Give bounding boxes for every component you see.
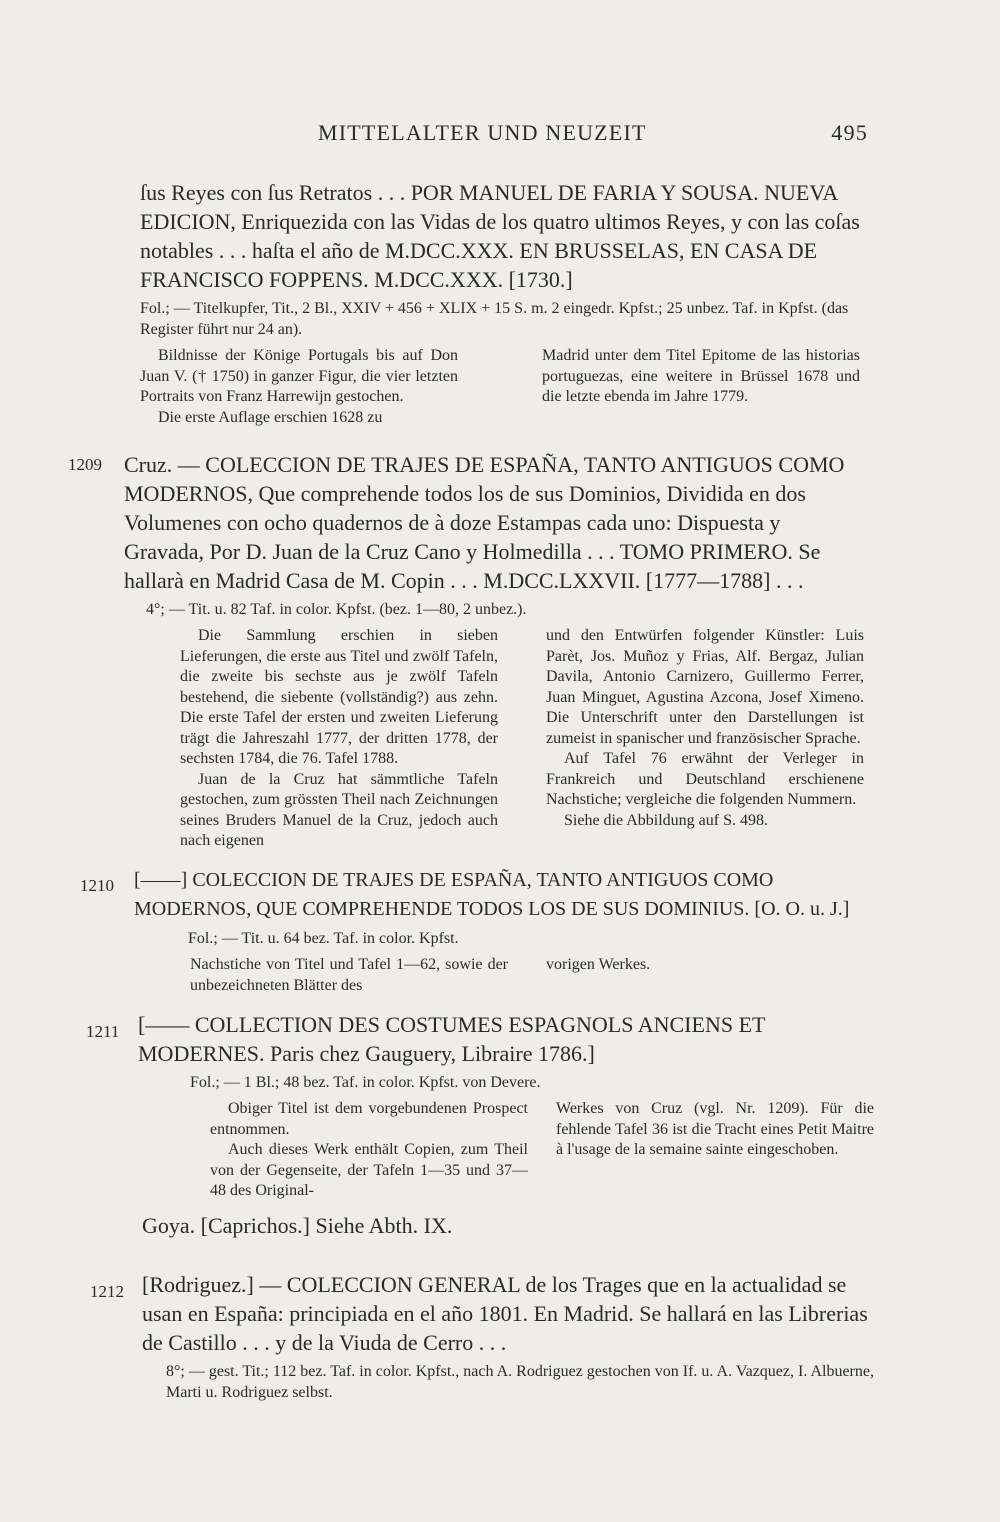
notes-right-column: [546, 955, 864, 996]
note-paragraph: Obiger Titel ist dem vorgebundenen Prospect entnommen.: [210, 1100, 528, 1138]
entry-1209: [124, 450, 864, 852]
entry-faria-notes: [140, 346, 860, 428]
note-paragraph: Juan de la Cruz hat sämmtliche Tafeln gestochen, zum grössten Theil nach Zeichnungen seines Bruders Manuel de la Cruz, jedoch auch nach eigenen: [180, 770, 498, 849]
notes-left-column: [180, 626, 498, 852]
entry-faria-main: ſus Reyes con ſus Retratos . . . POR MANUEL DE FARIA Y SOUSA. NUEVA EDICION, Enriquezida con las Vidas de los quatro ultimos Reyes, y con las coſas notables . . . haſta el año de M.DCC.XXX. EN BRUSSELAS, EN CASA DE FRANCISCO FOPPENS. M.DCC.XXX. [1730.]: [140, 180, 860, 292]
entry-1212-meta: 8°; — gest. Tit.; 112 bez. Taf. in color. Kpfst., nach A. Rodriguez gestochen von If. u. A. Vazquez, I. Albuerne, Marti u. Rodriguez selbst.: [166, 1363, 874, 1401]
entry-faria: [140, 178, 860, 428]
entry-1209-main: Cruz. — COLECCION DE TRAJES DE ESPAÑA, TANTO ANTIGUOS COMO MODERNOS, Que comprehende todos los de sus Dominios, Dividida en dos Volumenes con ocho quadernos de à doze Estampas cada uno: Dispuesta y Gravada, Por D. Juan de la Cruz Cano y Holmedilla . . . TOMO PRIMERO. Se hallarà en Madrid Casa de M. Copin . . . M.DCC.LXXVII. [1777—1788] . . .: [124, 452, 845, 593]
note-paragraph: Siehe die Abbildung auf S. 498.: [564, 811, 768, 829]
page-number: 495: [831, 120, 868, 145]
entry-1211-notes: [210, 1099, 874, 1202]
note-paragraph: Auf Tafel 76 erwähnt der Verleger in Frankreich und Deutschland erschienene Nachstiche; vergleiche die folgenden Nummern.: [546, 750, 864, 808]
entry-number-1212: 1212: [90, 1282, 124, 1301]
notes-right-column: [556, 1099, 874, 1202]
notes-left-column: [210, 1099, 528, 1202]
goya-cross-reference: Goya. [Caprichos.] Siehe Abth. IX.: [142, 1213, 453, 1238]
entry-number-1209: 1209: [68, 455, 102, 474]
notes-left-column: [140, 346, 458, 428]
entry-1209-meta: 4°; — Tit. u. 82 Taf. in color. Kpfst. (bez. 1—80, 2 unbez.).: [146, 601, 527, 618]
note-paragraph: Madrid unter dem Titel Epitome de las historias portuguezas, eine weitere in Brüssel 1678 und die letzte ebenda im Jahre 1779.: [542, 347, 860, 405]
running-title: MITTELALTER UND NEUZEIT: [318, 120, 647, 145]
note-paragraph: Bildnisse der Könige Portugals bis auf Don Juan V. († 1750) in ganzer Figur, die vier letzten Portraits von Franz Harrewijn gestochen.: [140, 347, 458, 405]
note-paragraph: Die Sammlung erschien in sieben Lieferungen, die erste aus Titel und zwölf Tafeln, die zweite bis sechste aus je zwölf Tafeln bestehend, die siebente (vollständig?) aus zehn. Die erste Tafel der ersten und zweiten Lieferung trägt die Jahreszahl 1777, der dritten 1778, der sechsten 1784, die 76. Tafel 1788.: [180, 627, 498, 767]
entry-1212-main: [Rodriguez.] — COLECCION GENERAL de los Trages que en la actualidad se usan en España: principiada en el año 1801. En Madrid. Se hallará en las Librerias de Castillo . . . y de la Viuda de Cerro . . .: [142, 1272, 868, 1355]
note-paragraph: Nachstiche von Titel und Tafel 1—62, sowie der unbezeichneten Blätter des: [190, 956, 508, 994]
entry-1212: [142, 1270, 882, 1403]
entry-1209-notes: [180, 626, 864, 852]
note-paragraph: und den Entwürfen folgender Künstler: Luis Parèt, Jos. Muñoz y Frias, Alf. Bergaz, Julian Davila, Antonio Carnizero, Guillermo Ferrer, Juan Minguet, Agustina Azcona, Josef Ximeno. Die Unterschrift unter den Darstellungen ist zumeist in spanischer und französischer Sprache.: [546, 627, 864, 747]
entry-1210-main: [——] COLECCION DE TRAJES DE ESPAÑA, TANTO ANTIGUOS COMO MODERNOS, QUE COMPREHENDE TODOS LOS DE SUS DOMINIUS. [O. O. u. J.]: [134, 869, 850, 920]
notes-right-column: [542, 346, 860, 428]
entry-number-1211: 1211: [86, 1022, 120, 1041]
entry-1210-meta: Fol.; — Tit. u. 64 bez. Taf. in color. Kpfst.: [188, 930, 459, 947]
entry-1210: [134, 866, 864, 996]
notes-left-column: [190, 955, 508, 996]
note-paragraph: Auch dieses Werk enthält Copien, zum Theil von der Gegenseite, der Tafeln 1—35 und 37—48 des Original-: [210, 1141, 528, 1199]
entry-1211: [138, 1010, 874, 1202]
note-paragraph: Werkes von Cruz (vgl. Nr. 1209). Für die fehlende Tafel 36 ist die Tracht eines Petit Maitre à l'usage de la semaine sainte eingeschoben.: [556, 1100, 874, 1158]
note-paragraph: Die erste Auflage erschien 1628 zu: [158, 408, 383, 426]
entry-faria-meta: Fol.; — Titelkupfer, Tit., 2 Bl., XXIV + 456 + XLIX + 15 S. m. 2 eingedr. Kpfst.; 25 unbez. Taf. in Kpfst. (das Register führt nur 24 an).: [140, 300, 849, 338]
notes-right-column: [546, 626, 864, 852]
entry-1211-main: [—— COLLECTION DES COSTUMES ESPAGNOLS ANCIENS ET MODERNES. Paris chez Gauguery, Libraire 1786.]: [138, 1012, 766, 1066]
entry-number-1210: 1210: [80, 876, 114, 895]
entry-1211-meta: Fol.; — 1 Bl.; 48 bez. Taf. in color. Kpfst. von Devere.: [190, 1074, 541, 1091]
entry-1210-notes: [190, 955, 864, 996]
note-paragraph: vorigen Werkes.: [546, 956, 651, 973]
